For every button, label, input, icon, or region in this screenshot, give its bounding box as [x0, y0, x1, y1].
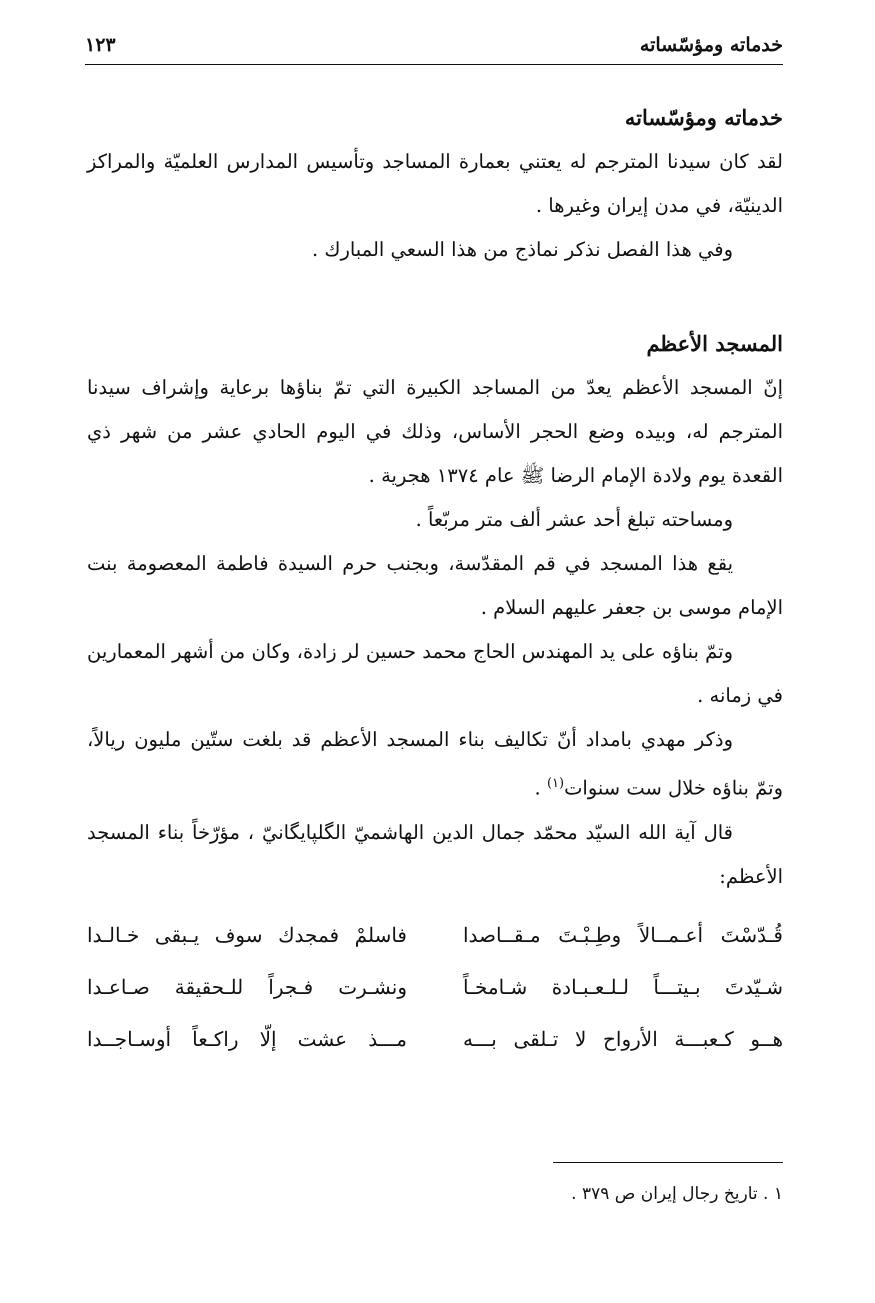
- poem-verse: [87, 909, 783, 961]
- verse-first-hemistich: قُـدّسْتَ أعـمــالاً وطِـبْـتَ مـقــاصدا: [463, 922, 783, 947]
- paragraph: وفي هذا الفصل نذكر نماذج من هذا السعي المبارك .: [311, 238, 733, 261]
- paragraph: يقع هذا المسجد في قم المقدّسة، وبجنب حرم السيدة فاطمة المعصومة بنت الإمام موسى بن جعفر عليهم السلام .: [87, 552, 783, 619]
- verse-second-hemistich: ونشـرت فـجراً للـحقيقة صـاعـدا: [87, 974, 407, 999]
- footnote-ref: (١): [546, 776, 565, 791]
- body-text: [87, 96, 783, 1065]
- verse-first-hemistich: هــو كـعبـــة الأرواح لا تـلقى بـــه: [463, 1026, 783, 1051]
- paragraph: ومساحته تبلغ أحد عشر ألف متر مربّعاً .: [415, 508, 733, 531]
- verse-second-hemistich: فاسلمْ فمجدك سوف يـبقى خـالـدا: [87, 922, 407, 947]
- verse-first-hemistich: شـيّدتَ بـيتـــاً لـلـعـبـادة شـامخـاً: [463, 974, 783, 999]
- page-number: ١٢٣: [85, 34, 116, 56]
- section-heading-services: خدماته ومؤسّساته: [624, 105, 783, 130]
- paragraph: [87, 718, 783, 811]
- footnote: ١ . تاريخ رجال إيران ص ٣٧٩ .: [571, 1184, 783, 1204]
- paragraph: إنّ المسجد الأعظم يعدّ من المساجد الكبيرة التي تمّ بناؤها برعاية وإشراف سيدنا المترجم له، وبيده وضع الحجر الأساس، وذلك في اليوم الحادي عشر من شهر ذي القعدة يوم ولادة الإمام الرضا ﷺ عام ١٣٧٤ هجرية .: [87, 376, 783, 487]
- paragraph: لقد كان سيدنا المترجم له يعتني بعمارة المساجد وتأسيس المدارس العلميّة والمراكز الدينيّة، في مدن إيران وغيرها .: [87, 150, 783, 217]
- poem: [87, 909, 783, 1065]
- poem-verse: [87, 1013, 783, 1065]
- poem-verse: [87, 961, 783, 1013]
- footnote-divider: [553, 1162, 783, 1163]
- section-heading-grand-mosque: المسجد الأعظم: [646, 331, 783, 356]
- header-title: خدماته ومؤسّساته: [639, 34, 783, 56]
- running-header: [85, 30, 783, 65]
- verse-second-hemistich: مـــذ عشت إلّا راكـعاً أوسـاجــدا: [87, 1026, 407, 1051]
- paragraph: وتمّ بناؤه على يد المهندس الحاج محمد حسين لر زادة، وكان من أشهر المعمارين في زمانه .: [87, 640, 783, 707]
- paragraph-text: وذكر مهدي بامداد أنّ تكاليف بناء المسجد الأعظم قد بلغت ستّين مليون ريالاً، وتمّ بناؤه خلال ست سنوات: [87, 728, 783, 800]
- paragraph: قال آية الله السيّد محمّد جمال الدين الهاشميّ الگلپايگانيّ ، مؤرّخاً بناء المسجد الأعظم:: [87, 820, 783, 888]
- paragraph-end: .: [534, 776, 547, 800]
